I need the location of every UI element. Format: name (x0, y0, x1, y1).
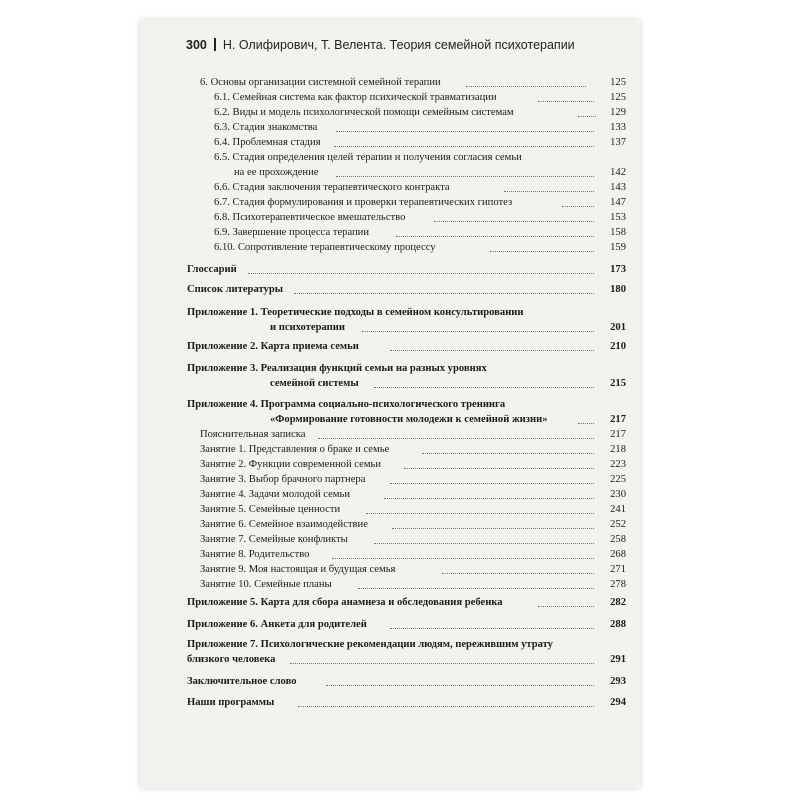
toc-entry-text: Глоссарий (187, 264, 237, 275)
toc-entry-page: 133 (610, 122, 626, 133)
toc-entry-text: 6.7. Стадия формулирования и проверки терапевтических гипотез (214, 197, 513, 208)
toc-entry-page: 180 (610, 284, 626, 295)
toc-entry-text: 6.4. Проблемная стадия (214, 137, 321, 148)
toc-entry-text: «Формирование готовности молодежи к семейной жизни» (270, 414, 548, 425)
toc-entry-page: 217 (610, 429, 626, 440)
dot-leader (578, 116, 596, 117)
toc-entry-text: Занятие 7. Семейные конфликты (200, 534, 348, 545)
toc-entry-page: 268 (610, 549, 626, 560)
toc-entry-page: 142 (610, 167, 626, 178)
toc-entry-page: 293 (610, 676, 626, 687)
toc-entry-text: Приложение 1. Теоретические подходы в семейном консультировании (187, 307, 524, 318)
dot-leader (336, 131, 594, 132)
toc-entry-page: 271 (610, 564, 626, 575)
toc-entry-text: 6.1. Семейная система как фактор психической травматизации (214, 92, 497, 103)
toc-entry-page: 218 (610, 444, 626, 455)
toc-entry-page: 125 (610, 92, 626, 103)
toc-entry-text: Заключительное слово (187, 676, 297, 687)
toc-entry-text: Занятие 9. Моя настоящая и будущая семья (200, 564, 396, 575)
toc-entry-page: 294 (610, 697, 626, 708)
toc-entry-page: 252 (610, 519, 626, 530)
dot-leader (404, 468, 594, 469)
toc-entry-page: 258 (610, 534, 626, 545)
running-title: Н. Олифирович, Т. Велента. Теория семейной психотерапии (222, 38, 575, 52)
toc-entry-page: 215 (610, 378, 626, 389)
toc-entry-text: близкого человека (187, 654, 276, 665)
dot-leader (422, 453, 594, 454)
toc-entry-text: Приложение 4. Программа социально-психологического тренинга (187, 399, 506, 410)
dot-leader (366, 513, 594, 514)
dot-leader (298, 706, 594, 707)
toc-entry-text: на ее прохождение (234, 167, 319, 178)
dot-leader (390, 628, 594, 629)
toc-entry-page: 278 (610, 579, 626, 590)
dot-leader (332, 558, 594, 559)
toc-entry-page: 159 (610, 242, 626, 253)
dot-leader (374, 543, 594, 544)
dot-leader (392, 528, 594, 529)
toc-entry-page: 143 (610, 182, 626, 193)
toc-entry-text: Приложение 7. Психологические рекомендации людям, пережившим утрату (187, 639, 553, 650)
dot-leader (390, 350, 594, 351)
toc-entry-text: Приложение 2. Карта приема семьи (187, 341, 359, 352)
toc-entry-text: 6.6. Стадия заключения терапевтического контракта (214, 182, 450, 193)
toc-entry-text: Занятие 8. Родительство (200, 549, 310, 560)
toc-entry-page: 225 (610, 474, 626, 485)
toc-entry-page: 230 (610, 489, 626, 500)
toc-entry-text: 6.9. Завершение процесса терапии (214, 227, 370, 238)
toc-entry-text: 6. Основы организации системной семейной терапии (200, 77, 441, 88)
page-number: 300 (186, 38, 207, 52)
dot-leader (326, 685, 594, 686)
dot-leader (358, 588, 594, 589)
toc-entry-page: 153 (610, 212, 626, 223)
dot-leader (374, 387, 594, 388)
dot-leader (336, 176, 594, 177)
dot-leader (504, 191, 594, 192)
toc-entry-page: 288 (610, 619, 626, 630)
dot-leader (248, 273, 594, 274)
toc-entry-page: 223 (610, 459, 626, 470)
dot-leader (290, 663, 594, 664)
toc-entry-text: 6.10. Сопротивление терапевтическому процессу (214, 242, 436, 253)
dot-leader (396, 236, 594, 237)
dot-leader (562, 206, 594, 207)
toc-entry-text: Приложение 5. Карта для сбора анамнеза и обследования ребенка (187, 597, 503, 608)
toc-entry-text: семейной системы (270, 378, 359, 389)
toc-entry-text: 6.3. Стадия знакомства (214, 122, 318, 133)
toc-entry-text: Пояснительная записка (200, 429, 306, 440)
dot-leader (390, 483, 594, 484)
dot-leader (538, 606, 594, 607)
toc-entry-page: 210 (610, 341, 626, 352)
dot-leader (442, 573, 594, 574)
toc-entry-text: Приложение 3. Реализация функций семьи на разных уровнях (187, 363, 487, 374)
toc-entry-text: Занятие 5. Семейные ценности (200, 504, 341, 515)
dot-leader (490, 251, 594, 252)
toc-entry-page: 173 (610, 264, 626, 275)
toc-entry-text: Приложение 6. Анкета для родителей (187, 619, 367, 630)
toc-entry-text: Наши программы (187, 697, 275, 708)
toc-entry-page: 291 (610, 654, 626, 665)
toc-entry-text: Занятие 10. Семейные планы (200, 579, 332, 590)
dot-leader (384, 498, 594, 499)
toc-entry-text: Занятие 6. Семейное взаимодействие (200, 519, 368, 530)
toc-entry-text: Занятие 4. Задачи молодой семьи (200, 489, 350, 500)
dot-leader (538, 101, 594, 102)
toc-entry-text: Список литературы (187, 284, 284, 295)
dot-leader (334, 146, 594, 147)
dot-leader (294, 293, 594, 294)
toc-entry-text: Занятие 2. Функции современной семьи (200, 459, 382, 470)
toc-entry-page: 201 (610, 322, 626, 333)
toc-entry-page: 241 (610, 504, 626, 515)
toc-entry-text: 6.8. Психотерапевтическое вмешательство (214, 212, 406, 223)
dot-leader (318, 438, 594, 439)
dot-leader (362, 331, 594, 332)
toc-entry-page: 125 (610, 77, 626, 88)
toc-entry-page: 282 (610, 597, 626, 608)
toc-entry-text: Занятие 3. Выбор брачного партнера (200, 474, 366, 485)
toc-entry-page: 137 (610, 137, 626, 148)
toc-entry-text: 6.2. Виды и модель психологической помощи семейным системам (214, 107, 514, 118)
toc-entry-page: 147 (610, 197, 626, 208)
toc-entry-text: и психотерапии (270, 322, 345, 333)
toc-entry-text: 6.5. Стадия определения целей терапии и получения согласия семьи (214, 152, 522, 163)
dot-leader (466, 86, 586, 87)
dot-leader (578, 423, 594, 424)
toc-entry-text: Занятие 1. Представления о браке и семье (200, 444, 390, 455)
toc-entry-page: 158 (610, 227, 626, 238)
toc-entry-page: 129 (610, 107, 626, 118)
toc-entry-page: 217 (610, 414, 626, 425)
dot-leader (434, 221, 594, 222)
